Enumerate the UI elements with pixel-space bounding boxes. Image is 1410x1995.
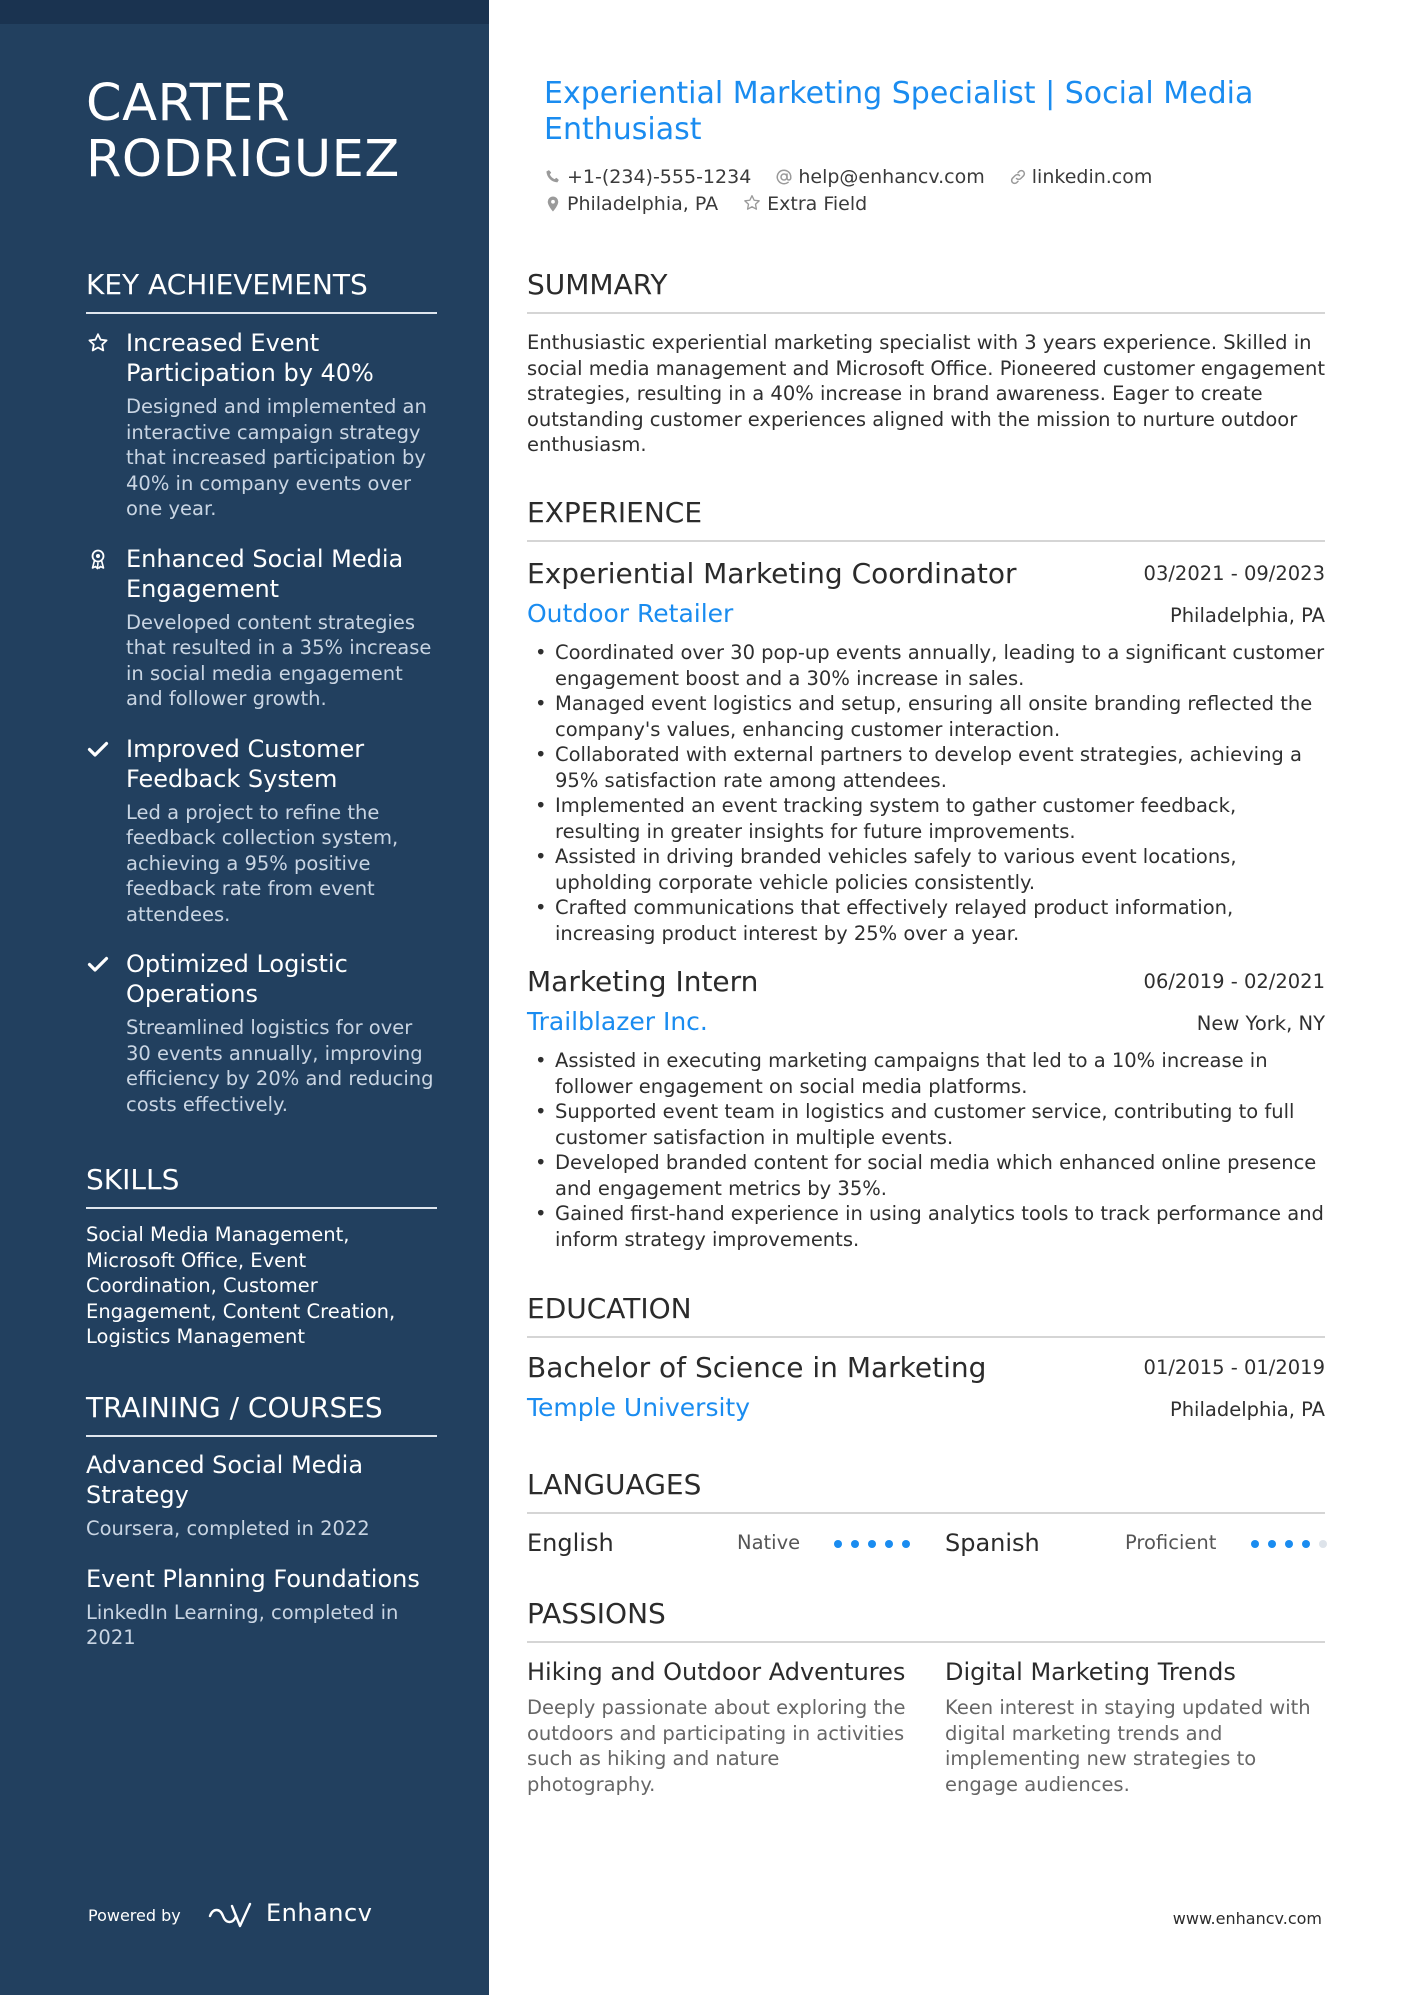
- rating-dot-filled: [1251, 1540, 1259, 1548]
- passion-title: Hiking and Outdoor Adventures: [527, 1658, 906, 1686]
- bullet-item: • Gained first-hand experience in using analytics tools to track performance and inform strategy improvements.: [527, 1201, 1325, 1252]
- contact-email[interactable]: [775, 164, 984, 190]
- achievement-title: Enhanced Social Media Engagement: [126, 544, 404, 603]
- school-name[interactable]: Temple University: [527, 1393, 751, 1422]
- summary-text: Enthusiastic experiential marketing specialist with 3 years experience. Skilled in social media management and Microsoft Office. Pioneered customer engagement strategies, resulting in a 40% increase in brand awareness. Eager to create outstanding customer experiences aligned with the mission to nurture outdoor enthusiasm.: [527, 331, 1325, 456]
- course-title: Event Planning Foundations: [86, 1564, 420, 1593]
- summary-heading: SUMMARY: [527, 268, 1325, 314]
- language-name: English: [527, 1529, 614, 1557]
- achievement-description: Streamlined logistics for over 30 events annually, improving efficiency by 20% and reducing costs effectively.: [126, 1016, 434, 1116]
- passion-description: Keen interest in staying updated with digital marketing trends and implementing new strategies to engage audiences.: [945, 1696, 1311, 1796]
- rating-dot-filled: [902, 1540, 910, 1548]
- extra-field-text: Extra Field: [767, 193, 868, 215]
- achievement-item: [86, 544, 437, 712]
- achievement-item: [86, 328, 437, 522]
- bullet-item: • Assisted in executing marketing campaigns that led to a 10% increase in follower engagement on social media platforms.: [527, 1048, 1325, 1099]
- job-bullets: [527, 640, 1325, 946]
- contact-linkedin[interactable]: [1009, 164, 1153, 190]
- language-rating: [1251, 1540, 1327, 1548]
- languages-heading: LANGUAGES: [527, 1468, 1325, 1514]
- company-name[interactable]: Trailblazer Inc.: [527, 1007, 708, 1036]
- achievement-description: Designed and implemented an interactive campaign strategy that increased participation by 40% in company events over one year.: [126, 395, 427, 520]
- main-content: [527, 0, 1325, 1995]
- star-icon: [742, 193, 762, 213]
- course-item: [86, 1450, 437, 1542]
- contact-row-2: [544, 191, 885, 217]
- experience-heading: EXPERIENCE: [527, 496, 1325, 542]
- award-icon: [86, 547, 110, 571]
- passion-title: Digital Marketing Trends: [945, 1658, 1236, 1686]
- job-entry: [527, 556, 1325, 946]
- achievement-title: Increased Event Participation by 40%: [126, 329, 374, 387]
- bullet-item: • Coordinated over 30 pop-up events annually, leading to a significant customer engagement boost and a 30% increase in sales.: [527, 640, 1325, 691]
- rating-dot-filled: [1302, 1540, 1310, 1548]
- linkedin-text: linkedin.com: [1031, 166, 1153, 188]
- education-entry: [527, 1350, 1325, 1432]
- star-icon: [86, 331, 110, 355]
- phone-icon: [544, 168, 562, 186]
- powered-by-label: Powered by: [88, 1906, 181, 1925]
- education-location: Philadelphia, PA: [1169, 1398, 1325, 1421]
- bullet-item: • Collaborated with external partners to develop event strategies, achieving a 95% satisfaction rate among attendees.: [527, 742, 1325, 793]
- bullet-item: • Assisted in driving branded vehicles safely to various event locations, upholding corporate vehicle policies consistently.: [527, 844, 1325, 895]
- course-provider: Coursera, completed in 2022: [86, 1517, 370, 1540]
- email-text: help@enhancv.com: [798, 166, 985, 188]
- brand-name: Enhancv: [266, 1899, 373, 1927]
- job-entry: [527, 964, 1325, 1252]
- language-level: Proficient: [1125, 1531, 1217, 1554]
- education-dates: 01/2015 - 01/2019: [1143, 1356, 1325, 1379]
- rating-dot-filled: [885, 1540, 893, 1548]
- course-provider: LinkedIn Learning, completed in 2021: [86, 1600, 399, 1649]
- bullet-item: • Developed branded content for social media which enhanced online presence and engagement metrics by 35%.: [527, 1150, 1325, 1201]
- achievement-item: [86, 734, 437, 928]
- bullet-item: • Implemented an event tracking system to gather customer feedback, resulting in greater insights for future improvements.: [527, 793, 1325, 844]
- location-pin-icon: [544, 195, 562, 213]
- achievements-list: [86, 328, 437, 1139]
- rating-dot-empty: [1319, 1540, 1327, 1548]
- rating-dot-filled: [1268, 1540, 1276, 1548]
- achievements-heading: KEY ACHIEVEMENTS: [86, 268, 437, 314]
- achievement-description: Led a project to refine the feedback collection system, achieving a 95% positive feedback rate from event attendees.: [126, 800, 399, 926]
- candidate-name: CARTER RODRIGUEZ: [86, 74, 400, 189]
- course-title: Advanced Social Media Strategy: [86, 1451, 364, 1509]
- achievement-title: Improved Customer Feedback System: [126, 734, 365, 793]
- achievement-description: Developed content strategies that resulted in a 35% increase in social media engagement and follower growth.: [126, 610, 432, 710]
- bullet-item: • Managed event logistics and setup, ensuring all onsite branding reflected the company's values, enhancing customer interaction.: [527, 691, 1325, 742]
- job-bullets: [527, 1048, 1325, 1252]
- courses-heading: TRAINING / COURSES: [86, 1391, 437, 1437]
- sidebar-top-strip: [0, 0, 489, 24]
- sidebar: [0, 0, 489, 1995]
- contact-phone[interactable]: [544, 164, 751, 190]
- rating-dot-filled: [868, 1540, 876, 1548]
- checkmark-icon: [86, 952, 110, 976]
- rating-dot-filled: [834, 1540, 842, 1548]
- languages-row: [527, 1528, 1325, 1558]
- courses-list: [86, 1450, 437, 1673]
- education-heading: EDUCATION: [527, 1292, 1325, 1338]
- degree-title: Bachelor of Science in Marketing: [527, 1351, 987, 1384]
- phone-text: +1-(234)-555-1234: [567, 166, 752, 188]
- location-text: Philadelphia, PA: [567, 193, 719, 215]
- enhancv-logo-icon: [206, 1898, 256, 1934]
- at-sign-icon: [775, 168, 793, 186]
- bullet-item: • Supported event team in logistics and customer service, contributing to full customer satisfaction in multiple events.: [527, 1099, 1325, 1150]
- passion-item: [527, 1657, 907, 1797]
- job-location: Philadelphia, PA: [1169, 604, 1325, 627]
- company-name[interactable]: Outdoor Retailer: [527, 599, 734, 628]
- language-rating: [834, 1540, 910, 1548]
- rating-dot-filled: [1285, 1540, 1293, 1548]
- bullet-item: • Crafted communications that effectively relayed product information, increasing product interest by 25% over a year.: [527, 895, 1325, 946]
- passion-description: Deeply passionate about exploring the outdoors and participating in activities such as hiking and nature photography.: [527, 1696, 906, 1796]
- job-title: Experiential Marketing Coordinator: [527, 557, 1017, 590]
- rating-dot-filled: [851, 1540, 859, 1548]
- job-dates: 06/2019 - 02/2021: [1143, 970, 1325, 993]
- skills-heading: SKILLS: [86, 1163, 437, 1209]
- job-location: New York, NY: [1196, 1012, 1325, 1035]
- achievement-title: Optimized Logistic Operations: [126, 950, 348, 1008]
- contact-location: [544, 191, 718, 217]
- link-icon: [1009, 168, 1027, 186]
- contact-row: [544, 164, 1170, 190]
- language-level: Native: [737, 1531, 801, 1554]
- contact-extra: [742, 191, 867, 217]
- passion-item: [945, 1657, 1325, 1797]
- course-item: [86, 1564, 437, 1651]
- passions-heading: PASSIONS: [527, 1597, 1325, 1643]
- headline: Experiential Marketing Specialist | Social Media Enthusiast: [544, 76, 1254, 147]
- achievement-item: [86, 949, 437, 1117]
- skills-list: Social Media Management, Microsoft Office, Event Coordination, Customer Engagement, Content Creation, Logistics Management: [86, 1223, 396, 1348]
- job-dates: 03/2021 - 09/2023: [1143, 562, 1325, 585]
- language-name: Spanish: [945, 1529, 1040, 1557]
- website-link[interactable]: www.enhancv.com: [1172, 1909, 1322, 1928]
- job-title: Marketing Intern: [527, 965, 759, 998]
- checkmark-icon: [86, 737, 110, 761]
